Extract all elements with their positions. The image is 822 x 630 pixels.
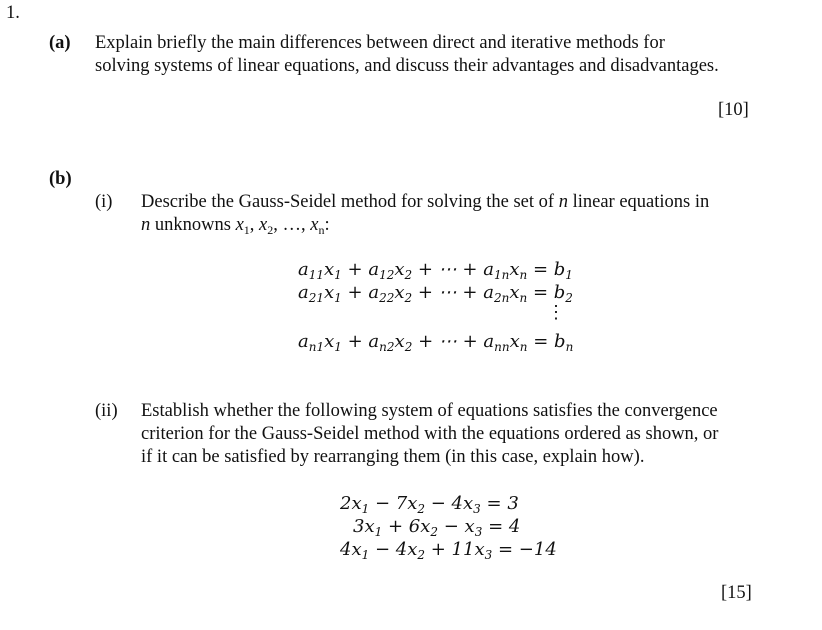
sub-i-line-2: n unknowns $x_1$, $x_2$, …, $x_n$: — [141, 215, 330, 237]
part-a-marks: [10] — [718, 100, 749, 120]
part-b-marks: [15] — [721, 583, 752, 603]
system-equation-3: $4x_1 - 4x_2 + 11x_3 = -14$ — [340, 539, 557, 562]
part-b-label: (b) — [49, 169, 72, 189]
general-equation-1: $a_{11}x_1 + a_{12}x_2$ + ⋯ + $a_{1n}x_n = b_1$ — [298, 259, 573, 282]
vertical-ellipsis: ⋮ — [547, 302, 565, 323]
sub-ii-label: (ii) — [95, 401, 118, 421]
sub-i-line-1: Describe the Gauss-Seidel method for solving the set of n linear equations in — [141, 192, 710, 212]
sub-i-label: (i) — [95, 192, 113, 212]
part-a-label: (a) — [49, 33, 71, 53]
sub-ii-line-3: if it can be satisfied by rearranging them (in this case, explain how). — [141, 447, 645, 467]
question-number: 1. — [6, 3, 20, 23]
general-equation-n: $a_{n1}x_1 + a_{n2}x_2$ + ⋯ + $a_{nn}x_n = b_n$ — [298, 331, 574, 354]
sub-ii-line-1: Establish whether the following system of equations satisfies the convergence — [141, 401, 718, 421]
part-a-line-2: solving systems of linear equations, and discuss their advantages and disadvantages. — [95, 56, 719, 76]
sub-ii-line-2: criterion for the Gauss-Seidel method with the equations ordered as shown, or — [141, 424, 719, 444]
system-equation-2: $3x_1 + 6x_2 - x_3 = 4$ — [353, 516, 521, 539]
system-equation-1: $2x_1 - 7x_2 - 4x_3 = 3$ — [340, 493, 519, 516]
part-a-line-1: Explain briefly the main differences between direct and iterative methods for — [95, 33, 665, 53]
general-equation-2: $a_{21}x_1 + a_{22}x_2$ + ⋯ + $a_{2n}x_n = b_2$ — [298, 282, 573, 305]
